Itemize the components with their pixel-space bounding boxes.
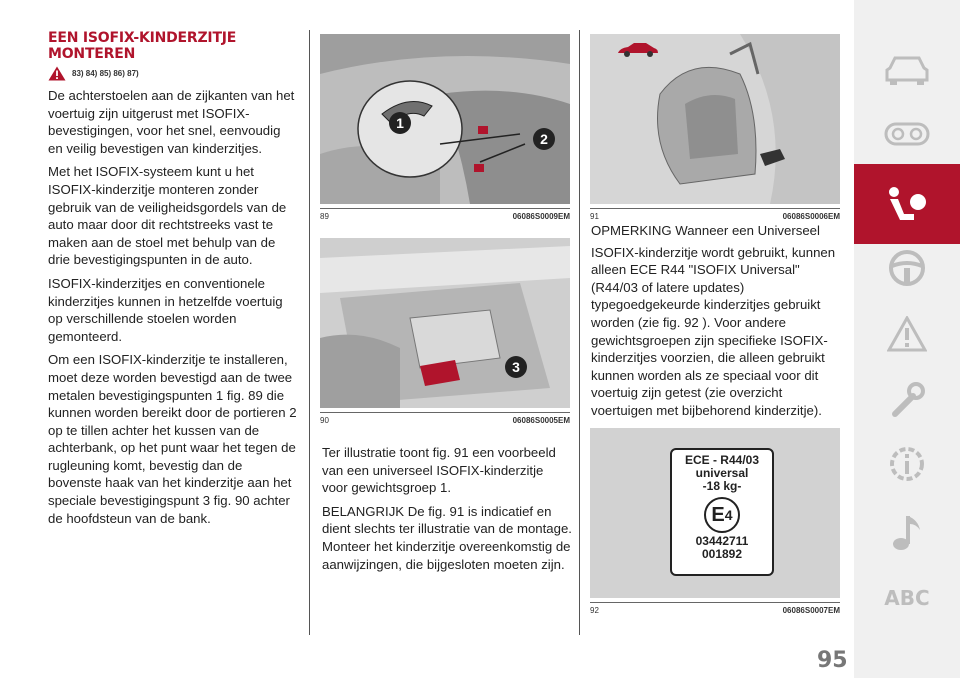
- paragraph: Om een ISOFIX-kinderzitje te installeren, moet deze worden bevestigd aan de twee metalen bevestigingspunten 1 fig. 89 die kunnen worden bereikt door de portieren 2 op te tillen achter het kussen van de achterbank, op het punt waar het tegen de rugleuning komt, bevestig dan de bovenste haak van het kinderzitje aan het speciale bevestigingspunt 3 fig. 90 achter de hoofdsteun van de bank.: [48, 352, 297, 526]
- warning-triangle-icon: [887, 316, 927, 352]
- e-mark-number: 4: [724, 507, 733, 523]
- chapter-sidebar: [854, 0, 960, 678]
- music-note-icon: [890, 512, 924, 552]
- figure-number: 91: [590, 212, 599, 221]
- service-gear-icon: [887, 444, 927, 484]
- label-category: universal: [695, 466, 749, 480]
- figure-90-caption: [320, 412, 570, 425]
- paragraph: Ter illustratie toont fig. 91 een voorbeeld van een universeel ISOFIX-kinderzitje voor gewichtsgroep 1.: [322, 445, 556, 496]
- car-side-icon: [616, 42, 660, 58]
- figure-89-image: [320, 34, 570, 204]
- label-approval-number: 03442711: [695, 534, 749, 548]
- sidebar-item-dashboard[interactable]: [854, 94, 960, 174]
- callout-2: 2: [533, 128, 555, 150]
- section-title: EEN ISOFIX-KINDERZITJE MONTEREN: [48, 30, 237, 62]
- dashboard-gauges-icon: [884, 121, 930, 147]
- paragraph: ISOFIX-kinderzitje wordt gebruikt, kunnen alleen ECE R44 "ISOFIX Universal" (R44/03 of latere updates) typegoedgekeurde kinderzitjes gebruikt worden (zie fig. 92 ). Voor andere gewichtsgroepen zijn specifieke ISOFIX-kinderzitjes voorzien, die alleen gebruikt kunnen worden als ze speciaal voor dit voertuig zijn getest (zie overzicht voertuigen met bijbehorend kinderzitje).: [591, 244, 836, 418]
- figure-number: 89: [320, 212, 329, 221]
- abc-index-label: ABC: [884, 586, 930, 610]
- steering-wheel-icon: [887, 248, 927, 288]
- figure-89-illustration: [320, 34, 570, 204]
- page-number: 95: [817, 648, 848, 673]
- label-standard: ECE - R44/03: [684, 453, 760, 467]
- callout-3: 3: [505, 356, 527, 378]
- e-mark: [704, 497, 740, 533]
- paragraph: BELANGRIJK De fig. 91 is indicatief en dient slechts ter illustratie van de montage. Monteer het kinderzitje overeenkomstig de aanwijzingen, die bijgesloten moeten zijn.: [322, 503, 572, 572]
- figure-90-illustration: [320, 238, 570, 408]
- callout-1: 1: [389, 112, 411, 134]
- car-icon: [884, 54, 930, 86]
- warning-references: [48, 66, 298, 81]
- ece-approval-label: [670, 448, 774, 576]
- paragraph: OPMERKING Wanneer een Universeel: [591, 223, 820, 238]
- column-1: [48, 30, 298, 533]
- figure-code: 06086S0005EM: [512, 416, 570, 425]
- figure-number: 92: [590, 606, 599, 615]
- e-mark-letter: E: [711, 503, 725, 526]
- warning-triangle-icon: [48, 66, 66, 81]
- warning-refs-text: 83) 84) 85) 86) 87): [72, 69, 139, 78]
- figure-91-illustration: [590, 34, 840, 204]
- label-serial-number: 001892: [701, 547, 743, 561]
- figure-90-image: [320, 238, 570, 408]
- figure-number: 90: [320, 416, 329, 425]
- paragraph: Met het ISOFIX-systeem kunt u het ISOFIX-kinderzitje monteren zonder gebruik van de veiligheidsgordels van de auto maar door dit rechtstreeks vast te maken aan de stoel met behulp van de drie bevestigingspunten in de auto.: [48, 164, 287, 268]
- figure-89-caption: [320, 208, 570, 221]
- figure-92-caption: [590, 602, 840, 615]
- paragraph: De achterstoelen aan de zijkanten van het voertuig zijn uitgerust met ISOFIX-bevestigingen, voor het snel, eenvoudig en veilig bevestigen van kinderzitjes.: [48, 88, 295, 156]
- figure-code: 06086S0007EM: [782, 606, 840, 615]
- wrench-icon: [887, 380, 927, 420]
- figure-code: 06086S0009EM: [512, 212, 570, 221]
- column-2-text: [322, 444, 572, 579]
- column-divider: [309, 30, 310, 635]
- column-divider: [579, 30, 580, 635]
- column-3-text: [591, 222, 841, 426]
- airbag-passenger-icon: [884, 184, 930, 224]
- figure-91-caption: [590, 208, 840, 221]
- paragraph: ISOFIX-kinderzitjes en conventionele kinderzitjes kunnen in hetzelfde voertuig op verschillende stoelen worden gemonteerd.: [48, 275, 283, 344]
- sidebar-item-index[interactable]: [854, 558, 960, 638]
- figure-code: 06086S0006EM: [782, 212, 840, 221]
- figure-91-image: [590, 34, 840, 204]
- label-weight: -18 kg-: [702, 479, 742, 493]
